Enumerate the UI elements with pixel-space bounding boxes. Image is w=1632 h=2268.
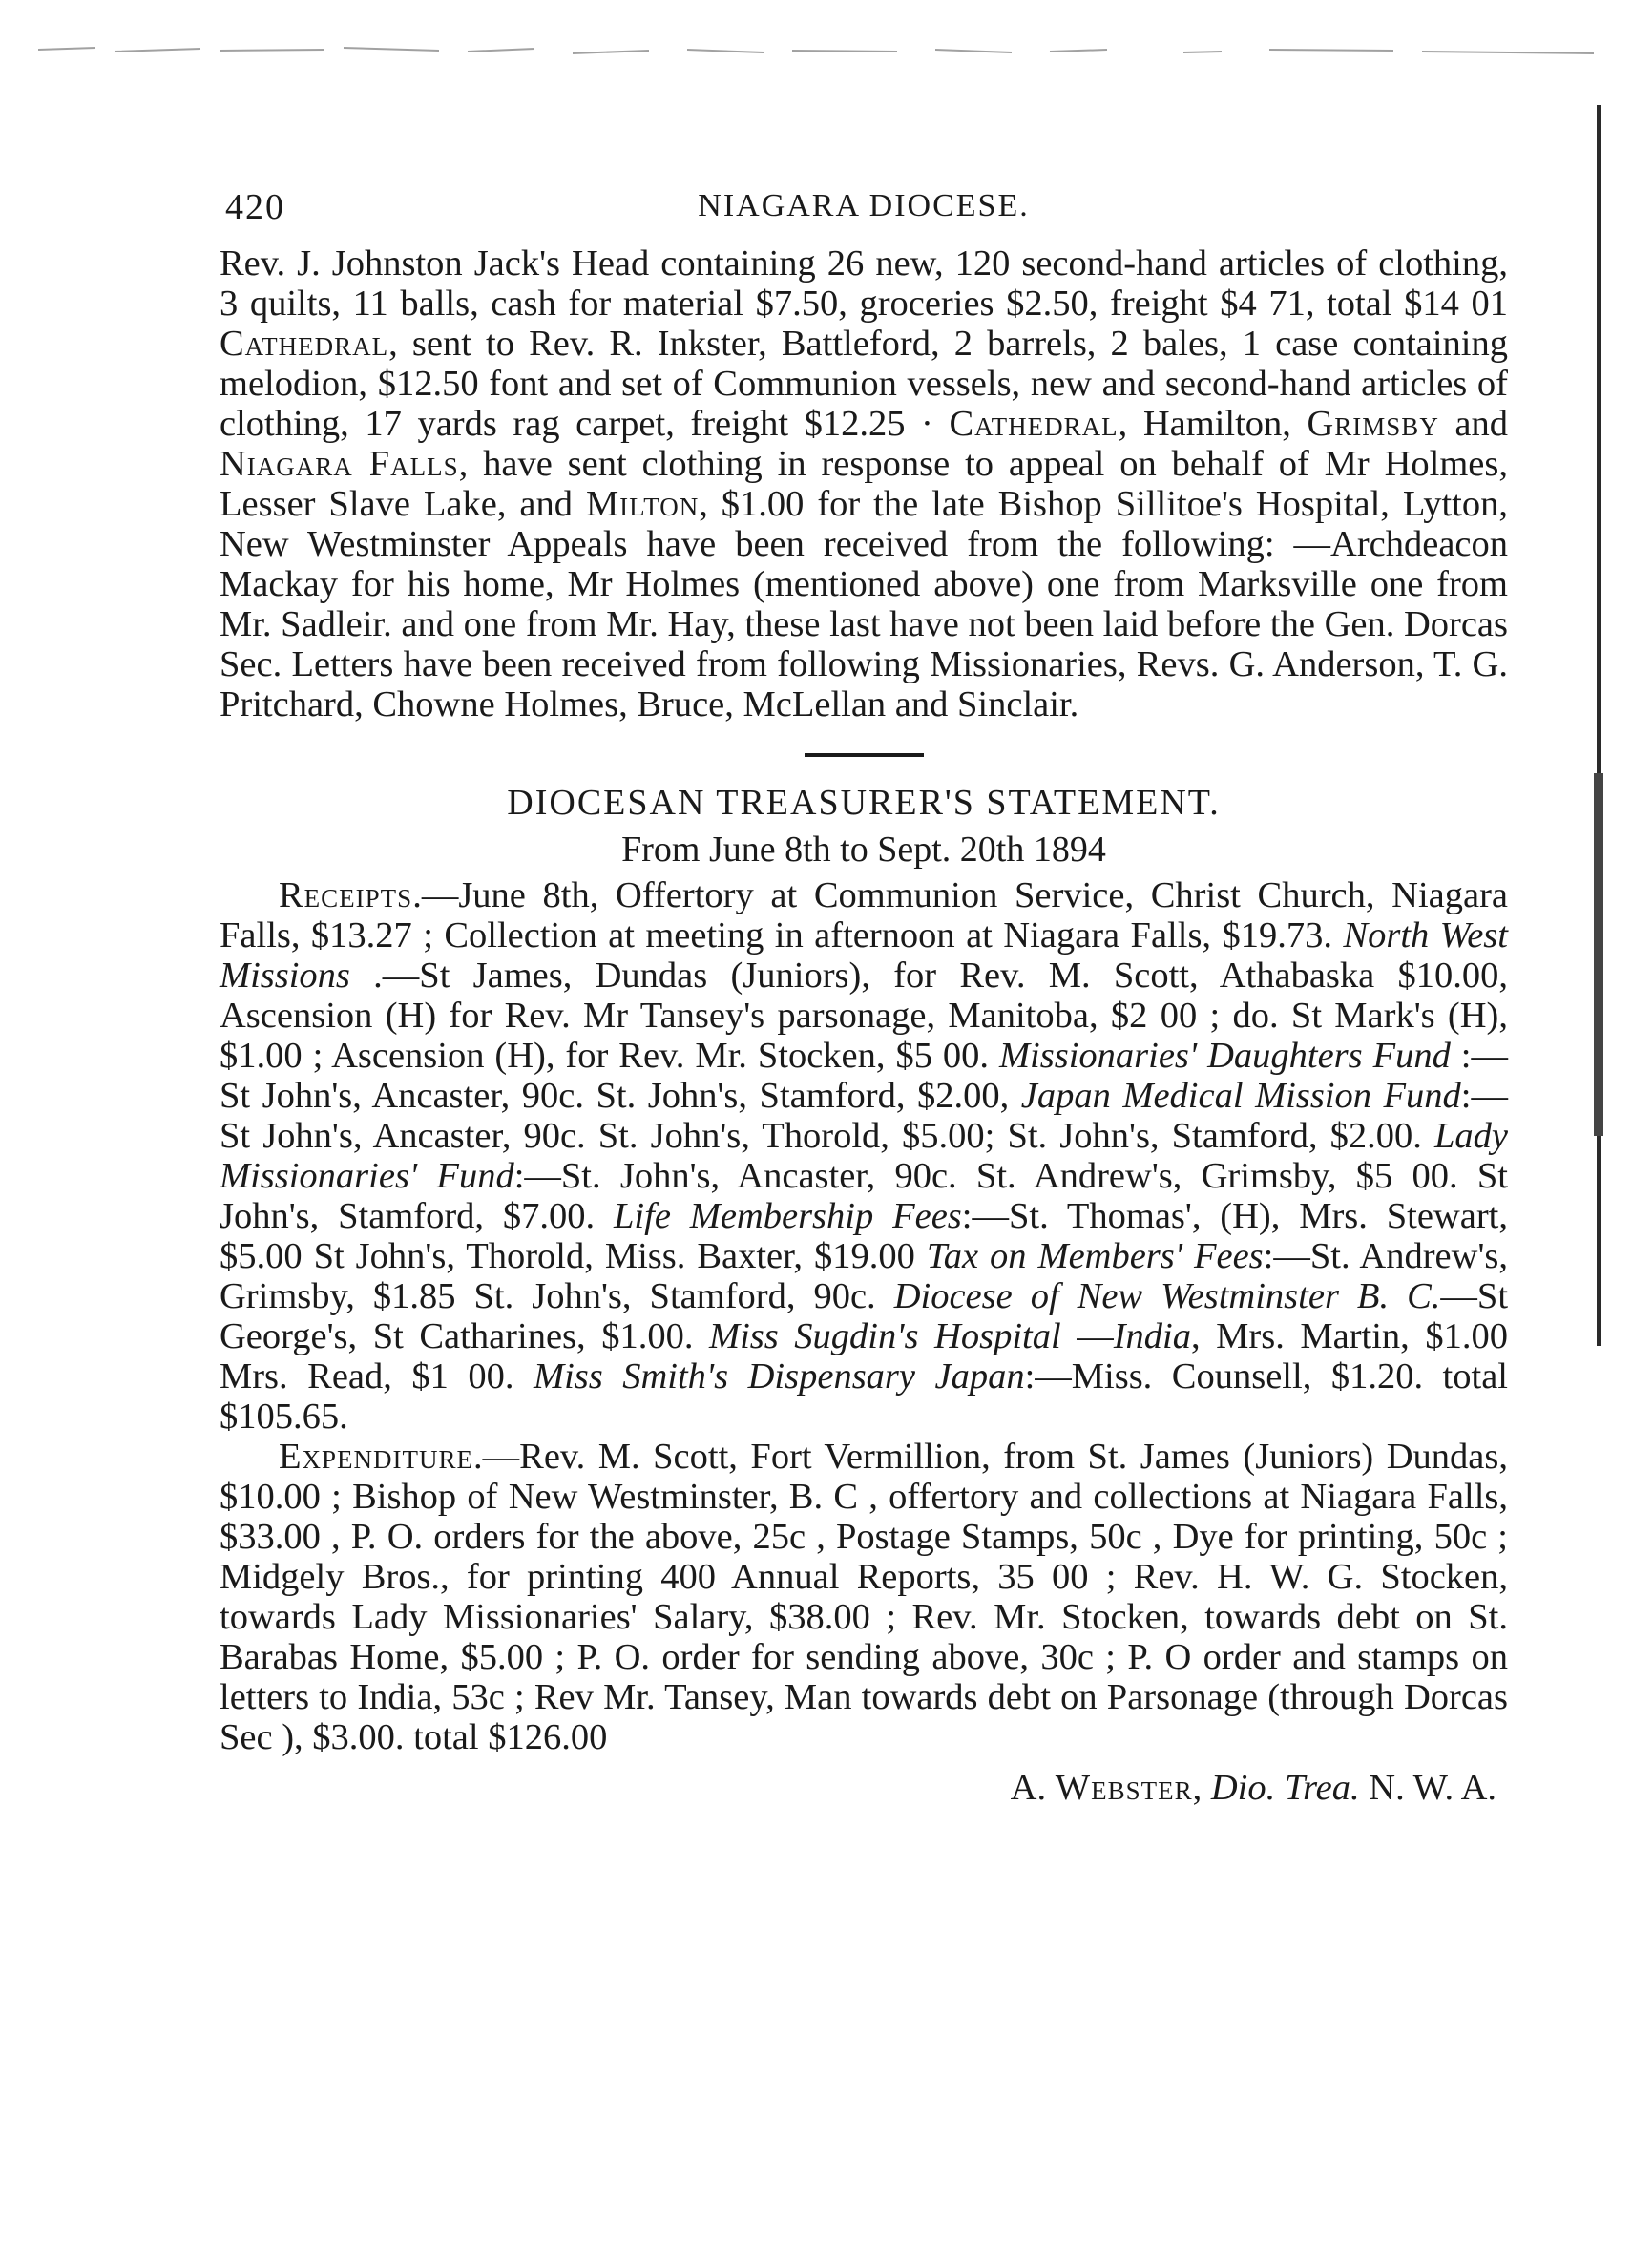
- place-name-smallcaps: Cathedral: [949, 404, 1119, 444]
- signature-line: [220, 1767, 1508, 1809]
- section-divider: [805, 753, 924, 757]
- text-run: , sent to Rev. R. Inkster, Battleford, 2 barrels, 2 bales, 1 case containing melodion, $12.50 font and set of Communion vessels, new and second-hand articles of clothing, 17 yards rag carpet, freight $12.25 ·: [220, 324, 1508, 444]
- text-run: :—St John's, Ancaster, 90c. St. John's, Stamford, $2.00,: [220, 1036, 1508, 1116]
- text-run: .—St James, Dundas (Juniors), for Rev. M. Scott, Athabaska $10.00, Ascension (H) for Rev. Mr Tansey's parsonage, Manitoba, $2 00 ; do. St Mark's (H), $1.00 ; Ascension (H), for Rev. Mr. Stocken, $5 00.: [220, 956, 1508, 1076]
- scan-noise-top: [38, 38, 1603, 67]
- text-run: .—June 8th, Offertory at Communion Service, Christ Church, Niagara Falls, $13.27 ; Collection at meeting in afternoon at Niagara Falls, $19.73.: [220, 875, 1508, 956]
- text-run: and: [1438, 404, 1508, 444]
- text-run: :—Miss. Counsell, $1.20. total $105.65.: [220, 1356, 1508, 1437]
- document-page: [220, 186, 1508, 1809]
- receipts-paragraph: [220, 875, 1508, 1437]
- section-subtitle: From June 8th to Sept. 20th 1894: [621, 830, 1106, 870]
- text-run: , have sent clothing in response to appeal on behalf of Mr Holmes, Lesser Slave Lake, and: [220, 444, 1508, 524]
- text-run: , Hamilton,: [1118, 404, 1308, 444]
- expenditure-paragraph: [220, 1437, 1508, 1757]
- signature-name: Webster: [1055, 1768, 1193, 1808]
- text-run: —: [1060, 1316, 1114, 1356]
- text-run: :—St. John's, Ancaster, 90c. St. Andrew's, Grimsby, $5 00. St John's, Stamford, $7.00.: [220, 1156, 1508, 1236]
- signature-suffix: N. W. A.: [1359, 1768, 1496, 1808]
- signature-title: Dio. Trea.: [1210, 1768, 1360, 1808]
- fund-name: Lady Missionaries' Fund: [220, 1116, 1508, 1196]
- text-run: :—St John's, Ancaster, 90c. St. John's, Thorold, $5.00; St. John's, Stamford, $2.00.: [220, 1076, 1508, 1156]
- text-run: :—St. Andrew's, Grimsby, $1.85 St. John's, Stamford, 90c.: [220, 1236, 1508, 1316]
- text-run: .—Rev. M. Scott, Fort Vermillion, from St. James (Juniors) Dundas, $10.00 ; Bishop of New Westminster, B. C , offertory and collections at Niagara Falls, $33.00 , P. O. orders for the above, 25c , Postage Stamps, 50c , Dye for printing, 50c ; Midgely Bros., for printing 400 Annual Reports, 35 00 ; Rev. H. W. G. Stocken, towards Lady Missionaries' Salary, $38.00 ; Rev. Mr. Stocken, towards debt on St. Barabas Home, $5.00 ; P. O. order for sending above, 30c ; P. O order and stamps on letters to India, 53c ; Rev Mr. Tansey, Man towards debt on Parsonage (through Dorcas Sec ), $3.00. total $126.00: [220, 1437, 1508, 1757]
- fund-name: North West Missions: [220, 915, 1508, 996]
- signature-initial: A.: [1010, 1768, 1056, 1808]
- page-number: 420: [225, 187, 285, 227]
- running-head: [220, 186, 1508, 243]
- fund-name: Life Membership Fees: [614, 1196, 962, 1236]
- fund-name: India: [1113, 1316, 1191, 1356]
- fund-name: Diocese of New Westminster B. C.: [893, 1276, 1441, 1316]
- place-name-smallcaps: Cathedral: [220, 324, 389, 364]
- text-run: :—St. Thomas', (H), Mrs. Stewart, $5.00 St John's, Thorold, Miss. Baxter, $19.00: [220, 1196, 1508, 1276]
- fund-name: Japan Medical Mission Fund: [1020, 1076, 1461, 1116]
- receipts-label: Receipts: [279, 875, 413, 915]
- section-title: DIOCESAN TREASURER'S STATEMENT.: [507, 783, 1221, 823]
- place-name-smallcaps: Grimsby: [1307, 404, 1439, 444]
- text-run: , Mrs. Martin, $1.00 Mrs. Read, $1 00.: [220, 1316, 1508, 1396]
- fund-name: Miss Sugdin's Hospital: [709, 1316, 1061, 1356]
- fund-name: Missionaries' Daughters Fund: [998, 1036, 1451, 1076]
- fund-name: Tax on Members' Fees: [926, 1236, 1264, 1276]
- text-run: Rev. J. Johnston Jack's Head containing 26 new, 120 second-hand articles of clothing, 3 quilts, 11 balls, cash for material $7.50, groceries $2.50, freight $4 71, total $14 01: [220, 243, 1508, 324]
- text-run: —St George's, St Catharines, $1.00.: [220, 1276, 1509, 1356]
- scan-edge-right: [1594, 105, 1603, 1346]
- fund-name: Miss Smith's Dispensary Japan: [534, 1356, 1025, 1396]
- signature-separator: ,: [1192, 1768, 1211, 1808]
- place-name-smallcaps: Milton: [585, 484, 700, 524]
- place-name-smallcaps: Niagara Falls: [220, 444, 459, 484]
- running-title: NIAGARA DIOCESE.: [698, 188, 1030, 223]
- continued-paragraph: [220, 243, 1508, 724]
- expenditure-label: Expenditure: [279, 1437, 474, 1477]
- text-run: , $1.00 for the late Bishop Sillitoe's Hospital, Lytton, New Westminster Appeals have been received from the following: —Archdeacon Mackay for his home, Mr Holmes (mentioned above) one from Marksville one from Mr. Sadleir. and one from Mr. Hay, these last have not been laid before the Gen. Dorcas Sec. Letters have been received from following Missionaries, Revs. G. Anderson, T. G. Pritchard, Chowne Holmes, Bruce, McLellan and Sinclair.: [220, 484, 1509, 724]
